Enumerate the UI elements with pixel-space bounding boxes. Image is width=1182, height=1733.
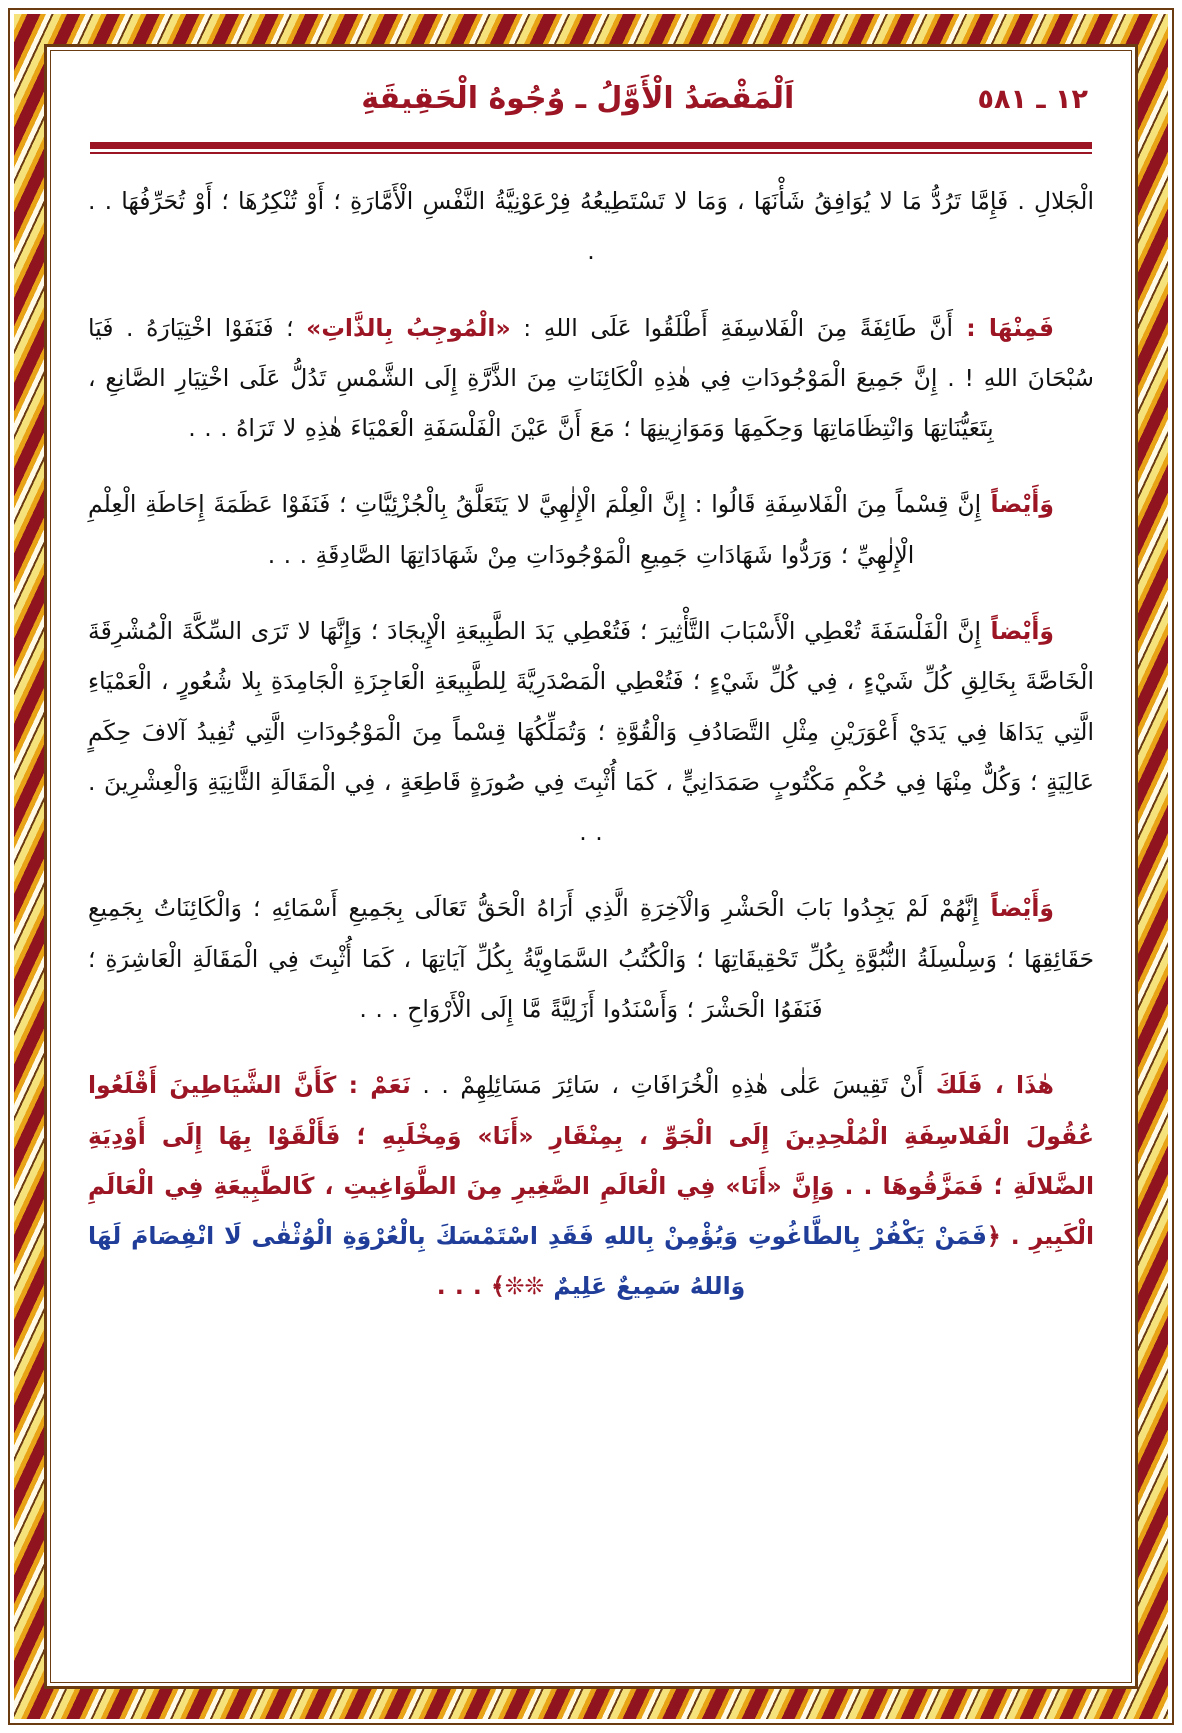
text-run-red: وَأَيْضاً xyxy=(981,490,1054,519)
text-run-red: نَعَمْ : كَأَنَّ الشَّيَاطِينَ أَقْلَعُوا عُقُولَ الْفَلاسِفَةِ الْمُلْحِدِينَ إِلَى الْجَوِّ ، بِمِنْقَارِ «أَنَا» وَمِخْلَبِهِ ؛ فَأَلْقَوْا بِهَا إِلَى أَوْدِيَةِ الضَّلالَةِ ؛ فَمَزَّقُوهَا . . وَإِنَّ «أَنَا» فِي الْعَالَمِ الصَّغِيرِ مِنَ الطَّوَاغِيتِ ، كَالطَّبِيعَةِ فِي الْعَالَمِ الْكَبِيرِ . xyxy=(88,1071,1095,1251)
text-run-black: إِنَّ قِسْماً مِنَ الْفَلاسِفَةِ قَالُوا : إِنَّ الْعِلْمَ الْإِلٰهِيَّ لا يَتَعَلَّقُ بِالْجُزْئِيَّاتِ ؛ فَنَفَوْا عَظَمَةَ إِحَاطَةِ الْعِلْمِ الْإِلٰهِيِّ ؛ وَرَدُّوا شَهَادَاتِ جَمِيعِ الْمَوْجُودَاتِ مِنْ شَهَادَاتِهَا الصَّادِقَةِ . . . xyxy=(88,490,982,569)
text-run-red: «الْمُوجِبُ بِالذَّاتِ» xyxy=(306,313,511,342)
text-run-red: وَأَيْضاً xyxy=(981,616,1054,645)
page-title: اَلْمَقْصَدُ الْأَوَّلُ ـ وُجُوهُ الْحَقِيقَةِ xyxy=(361,81,795,116)
text-run-black: أَنْ تَقِيسَ عَلٰى هٰذِهِ الْخُرَافَاتِ ، سَائِرَ مَسَائِلِهِمْ . . xyxy=(410,1071,924,1100)
text-run-blue: فَمَنْ يَكْفُرْ بِالطَّاغُوتِ وَيُؤْمِنْ بِاللهِ فَقَدِ اسْتَمْسَكَ بِالْعُرْوَةِ الْوُثْقٰى لَا انْفِصَامَ لَهَا وَاللهُ سَمِيعٌ عَلِيمٌ xyxy=(88,1222,987,1301)
text-run-red: وَأَيْضاً xyxy=(978,894,1054,923)
page-number: ١٢ ـ ٥٨١ xyxy=(977,84,1088,115)
header-divider-rule xyxy=(90,142,1092,154)
text-run-red: فَمِنْهَا : xyxy=(952,313,1054,342)
paragraph-2 xyxy=(88,303,1094,454)
page-header xyxy=(88,76,1094,138)
text-run-red: . . . xyxy=(436,1272,492,1301)
text-run-black: أَنَّ طَائِفَةً مِنَ الْفَلاسِفَةِ أَطْلَقُوا عَلَى اللهِ : xyxy=(510,313,953,342)
text-run-ornament: ❊❊﴾ xyxy=(491,1272,554,1301)
body-text xyxy=(88,154,1094,1312)
text-run-ornament: ﴿ xyxy=(986,1222,1001,1251)
text-run-red: هٰذَا ، فَلَكَ xyxy=(923,1071,1054,1100)
page-content xyxy=(58,58,1124,1675)
text-run-black: ؛ فَنَفَوْا اخْتِيَارَهُ . فَيَا سُبْحَانَ اللهِ ! . إِنَّ جَمِيعَ الْمَوْجُودَاتِ فِي هٰذِهِ الْكَائِنَاتِ مِنَ الذَّرَّةِ إِلَى الشَّمْسِ تَدُلُّ عَلَى اخْتِيَارِ الصَّانِعِ ، بِتَعَيُّنَاتِهَا وَانْتِظَامَاتِهَا وَحِكَمِهَا وَمَوَازِينِهَا ؛ مَعَ أَنَّ عَيْنَ الْفَلْسَفَةِ الْعَمْيَاءَ هٰذِهِ لا تَرَاهُ . . . xyxy=(88,313,1094,443)
text-run-black: إِنَّهُمْ لَمْ يَجِدُوا بَابَ الْحَشْرِ وَالْآخِرَةِ الَّذِي أَرَاهُ الْحَقُّ تَعَالَى بِجَمِيعِ أَسْمَائِهِ ؛ وَالْكَائِنَاتُ بِجَمِيعِ حَقَائِقِهَا ؛ وَسِلْسِلَةُ النُّبُوَّةِ بِكُلِّ تَحْقِيقَاتِهَا ؛ وَالْكُتُبُ السَّمَاوِيَّةُ بِكُلِّ آيَاتِهَا ، كَمَا أُثْبِتَ فِي الْمَقَالَةِ الْعَاشِرَةِ ؛ فَنَفَوُا الْحَشْرَ ؛ وَأَسْنَدُوا أَزَلِيَّةً مَّا إِلَى الْأَرْوَاحِ . . . xyxy=(88,894,1094,1023)
paragraph-5 xyxy=(88,883,1094,1034)
paragraph-3 xyxy=(88,479,1094,580)
paragraph-6-conclusion xyxy=(88,1060,1094,1311)
text-run-black: إِنَّ الْفَلْسَفَةَ تُعْطِي الْأَسْبَابَ التَّأْثِيرَ ؛ فَتُعْطِي يَدَ الطَّبِيعَةِ الْإِيجَادَ ؛ وَإِنَّهَا لا تَرَى السِّكَّةَ الْمُشْرِقَةَ الْخَاصَّةَ بِخَالِقِ كُلِّ شَيْءٍ ، فِي كُلِّ شَيْءٍ ؛ فَتُعْطِي الْمَصْدَرِيَّةَ لِلطَّبِيعَةِ الْعَاجِزَةِ الْجَامِدَةِ بِلا شُعُورٍ ، الْعَمْيَاءِ الَّتِي يَدَاهَا فِي يَدَيْ أَعْوَرَيْنِ مِثْلِ التَّصَادُفِ وَالْقُوَّةِ ؛ وَتُمَلِّكُهَا قِسْماً مِنَ الْمَوْجُودَاتِ الَّتِي تُفِيدُ آلافَ حِكَمٍ عَالِيَةٍ ؛ وَكُلٌّ مِنْهَا فِي حُكْمِ مَكْتُوبٍ صَمَدَانِيٍّ ، كَمَا أُثْبِتَ فِي صُورَةٍ قَاطِعَةٍ ، فِي الْمَقَالَةِ الثَّانِيَةِ وَالْعِشْرِينَ . . . xyxy=(88,616,1094,847)
paragraph-1 xyxy=(88,176,1094,277)
paragraph-4 xyxy=(88,606,1094,857)
text-run-black: الْجَلالِ . فَإِمَّا تَرُدُّ مَا لا يُوَافِقُ شَأْنَهَا ، وَمَا لا تَسْتَطِيعُهُ فِرْعَوْنِيَّةُ النَّفْسِ الْأَمَّارَةِ ؛ أَوْ تُنْكِرُهَا ؛ أَوْ تُحَرِّفُهَا . . . xyxy=(88,187,1094,266)
